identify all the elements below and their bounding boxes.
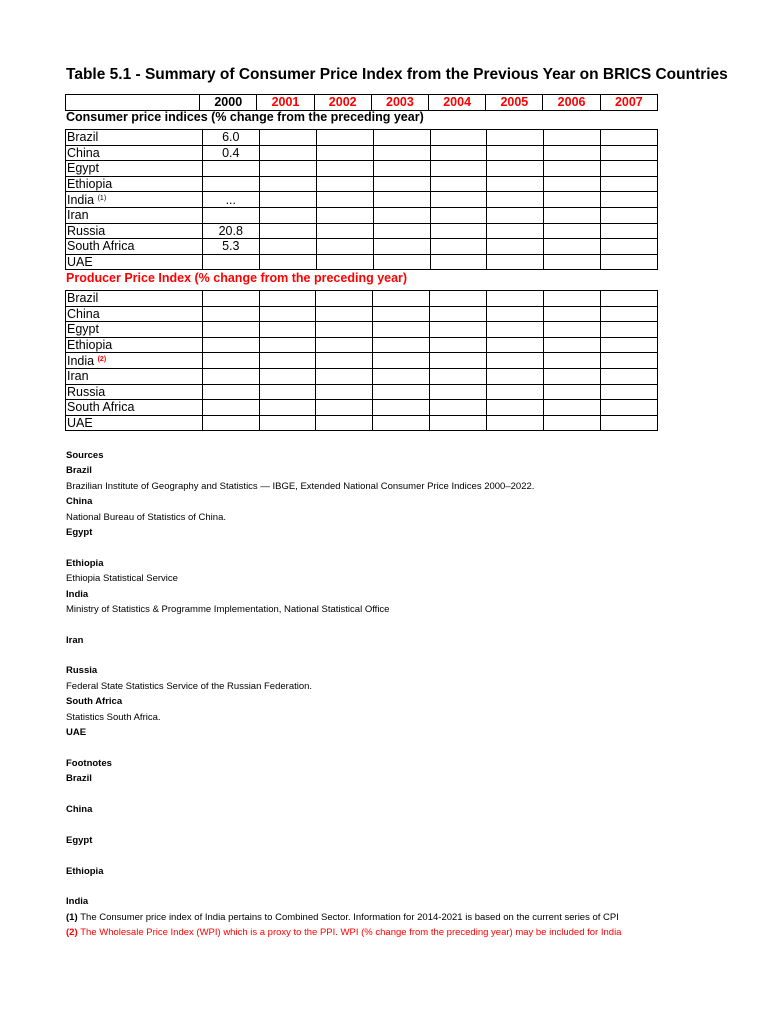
note-line <box>66 648 658 663</box>
value-cell-2003 <box>373 176 430 192</box>
value-cell-2002 <box>316 208 373 224</box>
value-cell-2007 <box>601 306 658 322</box>
table-row <box>66 384 658 400</box>
note-line: China <box>66 803 93 815</box>
value-cell-2000 <box>202 415 259 431</box>
value-cell-2004 <box>430 161 487 177</box>
value-cell-2007 <box>601 254 658 270</box>
value-cell-2005 <box>487 239 544 255</box>
country-cell <box>66 415 203 431</box>
value-cell-2003 <box>373 161 430 177</box>
year-header-2002: 2002 <box>314 95 371 111</box>
value-cell-2004 <box>430 369 487 385</box>
value-cell-2003 <box>373 369 430 385</box>
value-cell-2005 <box>487 192 544 208</box>
value-cell-2000 <box>202 208 259 224</box>
value-cell-2003 <box>373 353 430 369</box>
note-line: Ministry of Statistics & Programme Implementation, National Statistical Office <box>66 603 390 615</box>
value-cell-2001 <box>259 369 316 385</box>
value-cell-2007 <box>601 145 658 161</box>
note-line: Federal State Statistics Service of the Russian Federation. <box>66 680 313 692</box>
value-cell-2003 <box>373 322 430 338</box>
value-cell-2001 <box>259 384 316 400</box>
value-cell-2005 <box>487 353 544 369</box>
value-cell-2002 <box>316 239 373 255</box>
value-cell-2000 <box>202 384 259 400</box>
value-cell-2007 <box>601 192 658 208</box>
value-cell-2000: 5.3 <box>202 239 259 255</box>
ppi-section-title: Producer Price Index (% change from the preceding year) <box>66 271 408 285</box>
value-cell-2004 <box>430 239 487 255</box>
value-cell-2006 <box>544 291 601 307</box>
value-cell-2004 <box>430 384 487 400</box>
country-cell <box>66 306 203 322</box>
value-cell-2004 <box>430 130 487 146</box>
country-cell <box>66 208 203 224</box>
note-line: Iran <box>66 634 84 646</box>
value-cell-2006 <box>544 322 601 338</box>
note-line <box>66 740 658 755</box>
value-cell-2001 <box>259 161 316 177</box>
value-cell-2007 <box>601 322 658 338</box>
value-cell-2000 <box>202 176 259 192</box>
value-cell-2006 <box>544 415 601 431</box>
value-cell-2005 <box>487 291 544 307</box>
value-cell-2001 <box>259 353 316 369</box>
country-name: India <box>67 193 95 207</box>
value-cell-2007 <box>601 353 658 369</box>
value-cell-2002 <box>316 353 373 369</box>
country-name: Ethiopia <box>67 176 113 191</box>
note-line <box>66 879 658 894</box>
note-line: Egypt <box>66 834 93 846</box>
value-cell-2001 <box>259 208 316 224</box>
country-cell <box>66 239 203 255</box>
note-line: National Bureau of Statistics of China. <box>66 511 227 523</box>
footnote-mark: (1) <box>66 911 81 923</box>
country-name: Egypt <box>67 161 99 176</box>
value-cell-2003 <box>373 145 430 161</box>
value-cell-2006 <box>544 208 601 224</box>
value-cell-2003 <box>373 291 430 307</box>
value-cell-2006 <box>544 161 601 177</box>
value-cell-2003 <box>373 130 430 146</box>
value-cell-2004 <box>430 176 487 192</box>
value-cell-2001 <box>259 337 316 353</box>
country-name: India <box>67 354 95 368</box>
country-name: South Africa <box>67 400 135 415</box>
value-cell-2006 <box>544 176 601 192</box>
value-cell-2001 <box>259 239 316 255</box>
value-cell-2001 <box>259 130 316 146</box>
year-header-2004: 2004 <box>429 95 486 111</box>
note-line <box>66 540 658 555</box>
value-cell-2005 <box>487 400 544 416</box>
value-cell-2006 <box>544 306 601 322</box>
value-cell-2000: ... <box>202 192 259 208</box>
value-cell-2004 <box>430 306 487 322</box>
value-cell-2001 <box>259 192 316 208</box>
table-row <box>66 223 658 239</box>
note-line: Ethiopia <box>66 557 104 569</box>
value-cell-2002 <box>316 384 373 400</box>
table-row <box>66 192 658 208</box>
value-cell-2006 <box>544 400 601 416</box>
note-line: India <box>66 896 89 908</box>
value-cell-2002 <box>316 145 373 161</box>
table-row <box>66 353 658 369</box>
value-cell-2002 <box>316 337 373 353</box>
note-line: Brazil <box>66 465 92 477</box>
value-cell-2002 <box>316 161 373 177</box>
note-line <box>66 848 658 863</box>
value-cell-2005 <box>487 145 544 161</box>
country-name: South Africa <box>67 239 135 254</box>
note-line: Sources <box>66 450 104 461</box>
value-cell-2004 <box>430 223 487 239</box>
table-row <box>66 322 658 338</box>
value-cell-2002 <box>316 176 373 192</box>
note-line: Ethiopia <box>66 865 104 877</box>
value-cell-2000: 20.8 <box>202 223 259 239</box>
note-line: Brazil <box>66 773 92 785</box>
country-name: UAE <box>67 254 93 269</box>
table-row <box>66 415 658 431</box>
value-cell-2007 <box>601 291 658 307</box>
value-cell-2005 <box>487 208 544 224</box>
value-cell-2000 <box>202 400 259 416</box>
value-cell-2006 <box>544 130 601 146</box>
value-cell-2004 <box>430 337 487 353</box>
value-cell-2004 <box>430 322 487 338</box>
value-cell-2005 <box>487 254 544 270</box>
sources-and-footnotes <box>66 448 658 941</box>
note-line <box>66 787 658 802</box>
value-cell-2000: 6.0 <box>202 130 259 146</box>
cpi-table <box>65 129 658 270</box>
value-cell-2003 <box>373 384 430 400</box>
value-cell-2000 <box>202 161 259 177</box>
value-cell-2005 <box>487 337 544 353</box>
country-cell <box>66 384 203 400</box>
footnote-mark: (2) <box>66 927 81 939</box>
value-cell-2000 <box>202 369 259 385</box>
year-header-2003: 2003 <box>371 95 428 111</box>
value-cell-2002 <box>316 223 373 239</box>
value-cell-2005 <box>487 415 544 431</box>
note-line: Russia <box>66 665 98 677</box>
footnote-mark: (1) <box>97 195 107 202</box>
year-header-table <box>65 94 658 111</box>
note-line: China <box>66 496 93 508</box>
table-row <box>66 176 658 192</box>
country-cell <box>66 291 203 307</box>
country-cell <box>66 223 203 239</box>
value-cell-2005 <box>487 161 544 177</box>
value-cell-2003 <box>373 400 430 416</box>
table-row <box>66 337 658 353</box>
value-cell-2004 <box>430 192 487 208</box>
table-row <box>66 161 658 177</box>
value-cell-2007 <box>601 161 658 177</box>
table-row <box>66 239 658 255</box>
note-line: Ethiopia Statistical Service <box>66 573 178 585</box>
value-cell-2003 <box>373 415 430 431</box>
value-cell-2007 <box>601 384 658 400</box>
value-cell-2007 <box>601 208 658 224</box>
country-cell <box>66 400 203 416</box>
note-line: Brazilian Institute of Geography and Statistics — IBGE, Extended National Consumer Price Indices 2000–2022. <box>66 480 535 492</box>
note-line <box>66 817 658 832</box>
value-cell-2006 <box>544 192 601 208</box>
value-cell-2006 <box>544 223 601 239</box>
value-cell-2003 <box>373 239 430 255</box>
value-cell-2006 <box>544 337 601 353</box>
value-cell-2002 <box>316 415 373 431</box>
note-line: Statistics South Africa. <box>66 711 161 723</box>
country-name: China <box>67 145 100 160</box>
note-line <box>66 617 658 632</box>
header-blank-cell <box>66 95 200 111</box>
value-cell-2006 <box>544 254 601 270</box>
value-cell-2006 <box>544 369 601 385</box>
note-line: (2) The Wholesale Price Index (WPI) which is a proxy to the PPI. WPI (% change from the preceding year) may be included for India <box>66 927 622 939</box>
note-line: Egypt <box>66 526 93 538</box>
value-cell-2001 <box>259 145 316 161</box>
value-cell-2000 <box>202 254 259 270</box>
value-cell-2004 <box>430 415 487 431</box>
value-cell-2004 <box>430 254 487 270</box>
value-cell-2000: 0.4 <box>202 145 259 161</box>
year-header-2001: 2001 <box>257 95 314 111</box>
value-cell-2006 <box>544 239 601 255</box>
value-cell-2001 <box>259 254 316 270</box>
value-cell-2003 <box>373 337 430 353</box>
table-row <box>66 208 658 224</box>
value-cell-2002 <box>316 254 373 270</box>
value-cell-2002 <box>316 192 373 208</box>
table-row <box>66 369 658 385</box>
value-cell-2007 <box>601 176 658 192</box>
note-line: UAE <box>66 727 87 739</box>
value-cell-2001 <box>259 306 316 322</box>
value-cell-2003 <box>373 223 430 239</box>
footnote-mark: (2) <box>97 356 107 363</box>
value-cell-2004 <box>430 353 487 369</box>
value-cell-2003 <box>373 254 430 270</box>
year-header-2005: 2005 <box>486 95 543 111</box>
value-cell-2001 <box>259 415 316 431</box>
value-cell-2000 <box>202 306 259 322</box>
country-name: Russia <box>67 223 106 238</box>
value-cell-2007 <box>601 369 658 385</box>
note-line: India <box>66 588 89 600</box>
country-cell <box>66 254 203 270</box>
value-cell-2002 <box>316 130 373 146</box>
value-cell-2006 <box>544 353 601 369</box>
value-cell-2005 <box>487 322 544 338</box>
value-cell-2002 <box>316 306 373 322</box>
value-cell-2001 <box>259 322 316 338</box>
country-name: Iran <box>67 369 89 384</box>
table-row <box>66 400 658 416</box>
note-line: (1) The Consumer price index of India pertains to Combined Sector. Information for 2014-2021 is based on the current series of CPI <box>66 911 619 923</box>
country-cell <box>66 322 203 338</box>
value-cell-2000 <box>202 322 259 338</box>
value-cell-2004 <box>430 291 487 307</box>
value-cell-2003 <box>373 306 430 322</box>
table-title: Table 5.1 - Summary of Consumer Price Index from the Previous Year on BRICS Countries <box>66 66 728 83</box>
value-cell-2005 <box>487 306 544 322</box>
value-cell-2004 <box>430 208 487 224</box>
year-header-2007: 2007 <box>600 95 657 111</box>
country-name: UAE <box>67 415 93 430</box>
country-cell <box>66 176 203 192</box>
value-cell-2002 <box>316 369 373 385</box>
table-row <box>66 254 658 270</box>
value-cell-2007 <box>601 337 658 353</box>
value-cell-2006 <box>544 145 601 161</box>
country-name: Iran <box>67 208 89 223</box>
value-cell-2002 <box>316 400 373 416</box>
country-cell <box>66 337 203 353</box>
table-row <box>66 130 658 146</box>
value-cell-2007 <box>601 223 658 239</box>
country-name: Brazil <box>67 291 99 306</box>
year-header-2000: 2000 <box>200 95 257 111</box>
value-cell-2002 <box>316 291 373 307</box>
year-header-row <box>66 95 658 111</box>
year-header-2006: 2006 <box>543 95 600 111</box>
value-cell-2005 <box>487 384 544 400</box>
country-cell <box>66 161 203 177</box>
value-cell-2007 <box>601 130 658 146</box>
country-name: China <box>67 306 100 321</box>
value-cell-2000 <box>202 353 259 369</box>
ppi-table <box>65 290 658 431</box>
country-cell <box>66 145 203 161</box>
value-cell-2005 <box>487 176 544 192</box>
country-cell <box>66 130 203 146</box>
value-cell-2001 <box>259 176 316 192</box>
country-name: Brazil <box>67 130 99 145</box>
value-cell-2007 <box>601 239 658 255</box>
value-cell-2002 <box>316 322 373 338</box>
value-cell-2005 <box>487 223 544 239</box>
country-name: Ethiopia <box>67 337 113 352</box>
value-cell-2004 <box>430 400 487 416</box>
value-cell-2007 <box>601 400 658 416</box>
table-row <box>66 291 658 307</box>
value-cell-2003 <box>373 192 430 208</box>
value-cell-2001 <box>259 400 316 416</box>
country-name: Egypt <box>67 322 99 337</box>
value-cell-2004 <box>430 145 487 161</box>
value-cell-2003 <box>373 208 430 224</box>
value-cell-2005 <box>487 369 544 385</box>
note-line: South Africa <box>66 696 123 708</box>
country-cell <box>66 353 203 369</box>
note-line: Footnotes <box>66 757 112 769</box>
value-cell-2000 <box>202 291 259 307</box>
cpi-section-title: Consumer price indices (% change from the preceding year) <box>66 110 424 124</box>
country-cell <box>66 369 203 385</box>
value-cell-2005 <box>487 130 544 146</box>
table-row <box>66 306 658 322</box>
table-row <box>66 145 658 161</box>
value-cell-2001 <box>259 291 316 307</box>
value-cell-2006 <box>544 384 601 400</box>
value-cell-2007 <box>601 415 658 431</box>
value-cell-2000 <box>202 337 259 353</box>
value-cell-2001 <box>259 223 316 239</box>
country-name: Russia <box>67 384 106 399</box>
country-cell <box>66 192 203 208</box>
